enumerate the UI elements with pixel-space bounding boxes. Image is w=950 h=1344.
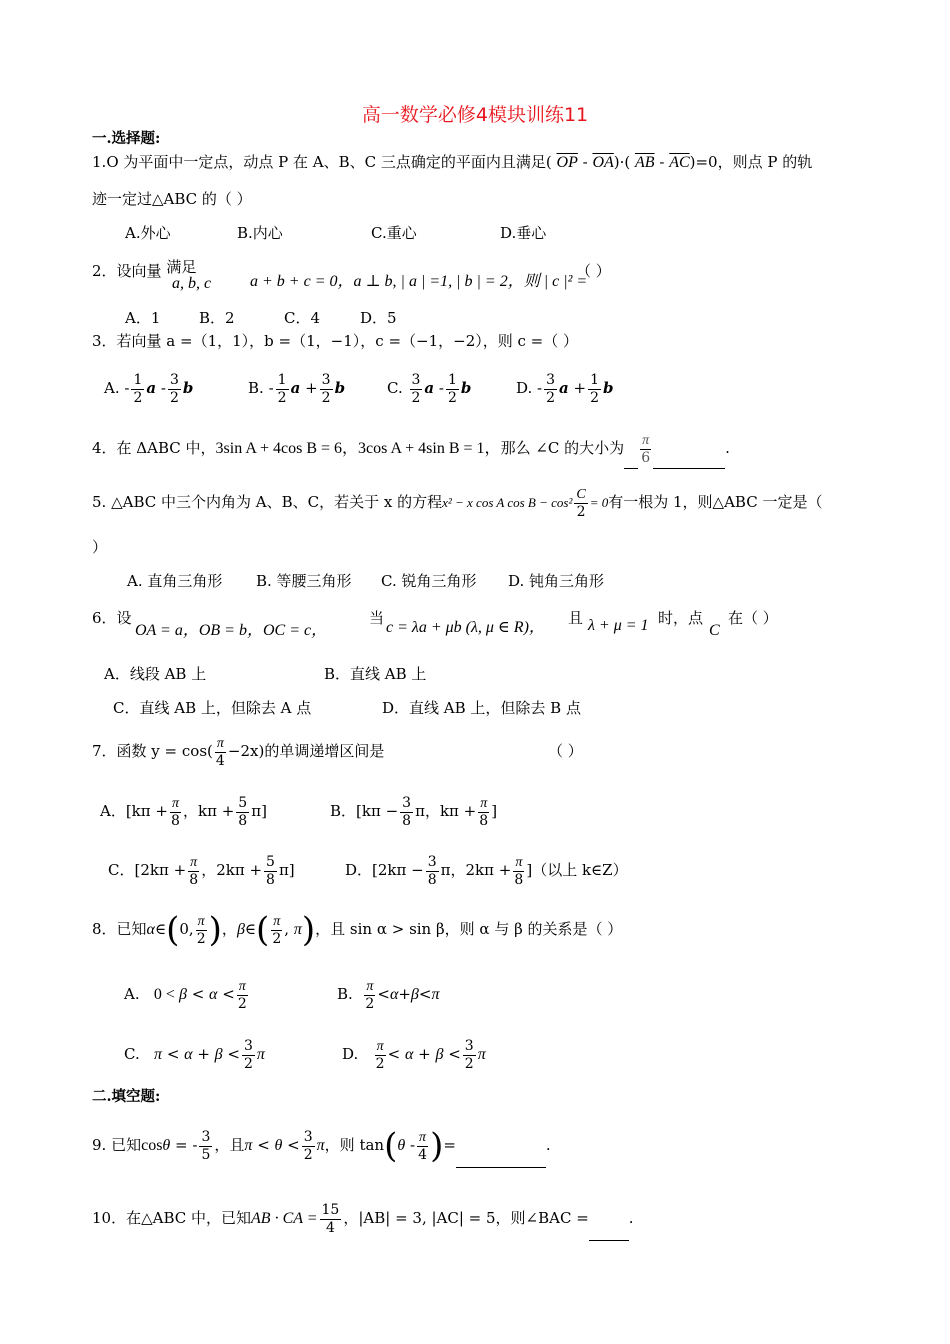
q6-vectors: OA = a，OB = b，OC = c， xyxy=(135,622,328,639)
q8-option-c: C. π < α + β < $\frac{3}{2}$ π xyxy=(124,1037,265,1072)
q1-number: 1. xyxy=(92,153,107,171)
q6-condition: λ + μ = 1 xyxy=(588,617,649,634)
q1-option-d: D.垂心 xyxy=(500,224,547,242)
q2-option-c: C．4 xyxy=(284,309,321,327)
q3-option-b: B. - $\frac{1}{2}$ a + $\frac{3}{2}$ b xyxy=(248,371,346,406)
q2-vars: a, b, c xyxy=(172,275,212,292)
vector-op: $\overline{OP}$ xyxy=(556,154,578,171)
question-5-line-1: 5. △ABC 中三个内角为 A、B、C，若关于 x 的方程x² − x cos A cos B − cos² $\frac{C}{2}$ = 0有一根为 1，则△ABC 一定是（ xyxy=(92,486,823,520)
q6-point: C xyxy=(709,622,720,639)
question-8: 8．已知α∈(0, $\frac{\pi}{2}$ )，β∈( $\frac{\pi}{2}$ , π)，且 sin α > sin β，则 α 与 β 的关系是（ ） xyxy=(92,910,623,950)
q8-option-a: A. 0 < β < α < $\frac{\pi}{2}$ xyxy=(124,978,247,1012)
q6-text-d: 时，点 xyxy=(658,609,704,627)
vector-ab: $\overline{AB}$ xyxy=(635,154,655,171)
q6-text-b: 当 xyxy=(369,609,385,627)
q6-combination: c = λa + μb (λ, μ ∈ R)， xyxy=(386,619,545,636)
page-title: 高一数学必修4模块训练11 xyxy=(361,104,589,126)
section-choice-heading: 一.选择题: xyxy=(92,130,161,147)
q3-option-a: A. - $\frac{1}{2}$ a - $\frac{3}{2}$ b xyxy=(104,371,194,406)
q7-option-a: A．[kπ + $\frac{\pi}{8}$ ，kπ + $\frac{5}{8}$ π] xyxy=(100,794,267,829)
q6-paren: 在（ ） xyxy=(728,609,778,627)
section-fill-heading: 二.填空题: xyxy=(92,1088,161,1105)
q5-option-d: D. 钝角三角形 xyxy=(508,572,605,590)
q3-option-c: C. $\frac{3}{2}$ a - $\frac{1}{2}$ b xyxy=(387,371,472,406)
q6-option-c: C．直线 AB 上，但除去 A 点 xyxy=(113,699,312,717)
q6-option-b: B．直线 AB 上 xyxy=(324,665,427,683)
q1-text: O 为平面中一定点，动点 P 在 A、B、C 三点确定的平面内且满足( xyxy=(106,153,552,171)
q8-option-b: B. $\frac{\pi}{2}$ <α+β<π xyxy=(337,978,440,1012)
question-6-text-a: 6．设 xyxy=(92,609,132,627)
q6-option-a: A．线段 AB 上 xyxy=(104,665,207,683)
question-10: 10．在△ABC 中，已知AB · CA = $\frac{15}{4}$ ，|AB| = 3, |AC| = 5，则∠BAC = . xyxy=(92,1196,634,1241)
question-7: 7．函数 y = cos( $\frac{\pi}{4}$ −2x)的单调递增区间是 xyxy=(92,735,385,769)
q5-option-b: B. 等腰三角形 xyxy=(256,572,352,590)
q8-option-d: D. $\frac{\pi}{2}$ < α + β < $\frac{3}{2}$ π xyxy=(342,1037,486,1072)
question-5-line-2: ） xyxy=(92,538,108,556)
vector-oa: $\overline{OA}$ xyxy=(592,154,614,171)
q3-option-d: D. - $\frac{3}{2}$ a + $\frac{1}{2}$ b xyxy=(516,371,614,406)
question-1-line-1: 1.O 为平面中一定点，动点 P 在 A、B、C 三点确定的平面内且满足( $\overline{OP} - \overline{OA})\cdot$( $\overline{AB} - \overline{AC})=0$，则点 P 的轨 xyxy=(92,153,813,171)
q2-paren: （ ） xyxy=(576,262,611,280)
q2-option-b: B．2 xyxy=(199,309,235,327)
q2-text-a: 2．设向量 xyxy=(92,262,162,280)
q5-option-c: C. 锐角三角形 xyxy=(381,572,477,590)
q1-option-a: A.外心 xyxy=(125,224,171,242)
q2-text-b: 满足 xyxy=(166,258,197,276)
q1-option-b: B.内心 xyxy=(237,224,283,242)
q2-condition: a + b + c = 0，a ⊥ b, | a | =1, | b | = 2，则 | c |² = xyxy=(250,273,588,290)
q1-option-c: C.重心 xyxy=(371,224,417,242)
q5-option-a: A. 直角三角形 xyxy=(127,572,223,590)
q2-option-a: A．1 xyxy=(125,309,161,327)
vector-ac: $\overline{AC}$ xyxy=(669,154,690,171)
q2-option-d: D．5 xyxy=(360,309,397,327)
question-4: 4．在 ΔABC 中，3sin A + 4cos B = 6，3cos A + 4sin B = 1，那么 ∠C 的大小为 $\frac{\pi}{6}$ . xyxy=(92,428,730,469)
question-9: 9. 已知cosθ = - $\frac{3}{5}$ ，且π < θ < $\frac{3}{2}$ π，则 tan(θ - $\frac{\pi}{4}$ )= . xyxy=(92,1123,551,1168)
question-1-line-2: 迹一定过△ABC 的（ ） xyxy=(92,190,252,208)
q7-option-b: B．[kπ − $\frac{3}{8}$ π，kπ + $\frac{\pi}{8}$ ] xyxy=(330,794,498,829)
q7-option-d: D．[2kπ − $\frac{3}{8}$ π，2kπ + $\frac{\pi}{8}$ ]（以上 k∈Z） xyxy=(345,853,628,888)
q7-paren: （ ） xyxy=(548,742,583,760)
q6-text-c: 且 xyxy=(568,609,584,627)
q7-option-c: C．[2kπ + $\frac{\pi}{8}$ ，2kπ + $\frac{5}{8}$ π] xyxy=(108,853,295,888)
q1-text-end: )=0，则点 P 的轨 xyxy=(689,153,813,171)
q6-option-d: D．直线 AB 上，但除去 B 点 xyxy=(382,699,581,717)
question-3-text: 3．若向量 a =（1，1），b =（1，−1），c =（−1，−2），则 c =（ ） xyxy=(92,332,579,350)
